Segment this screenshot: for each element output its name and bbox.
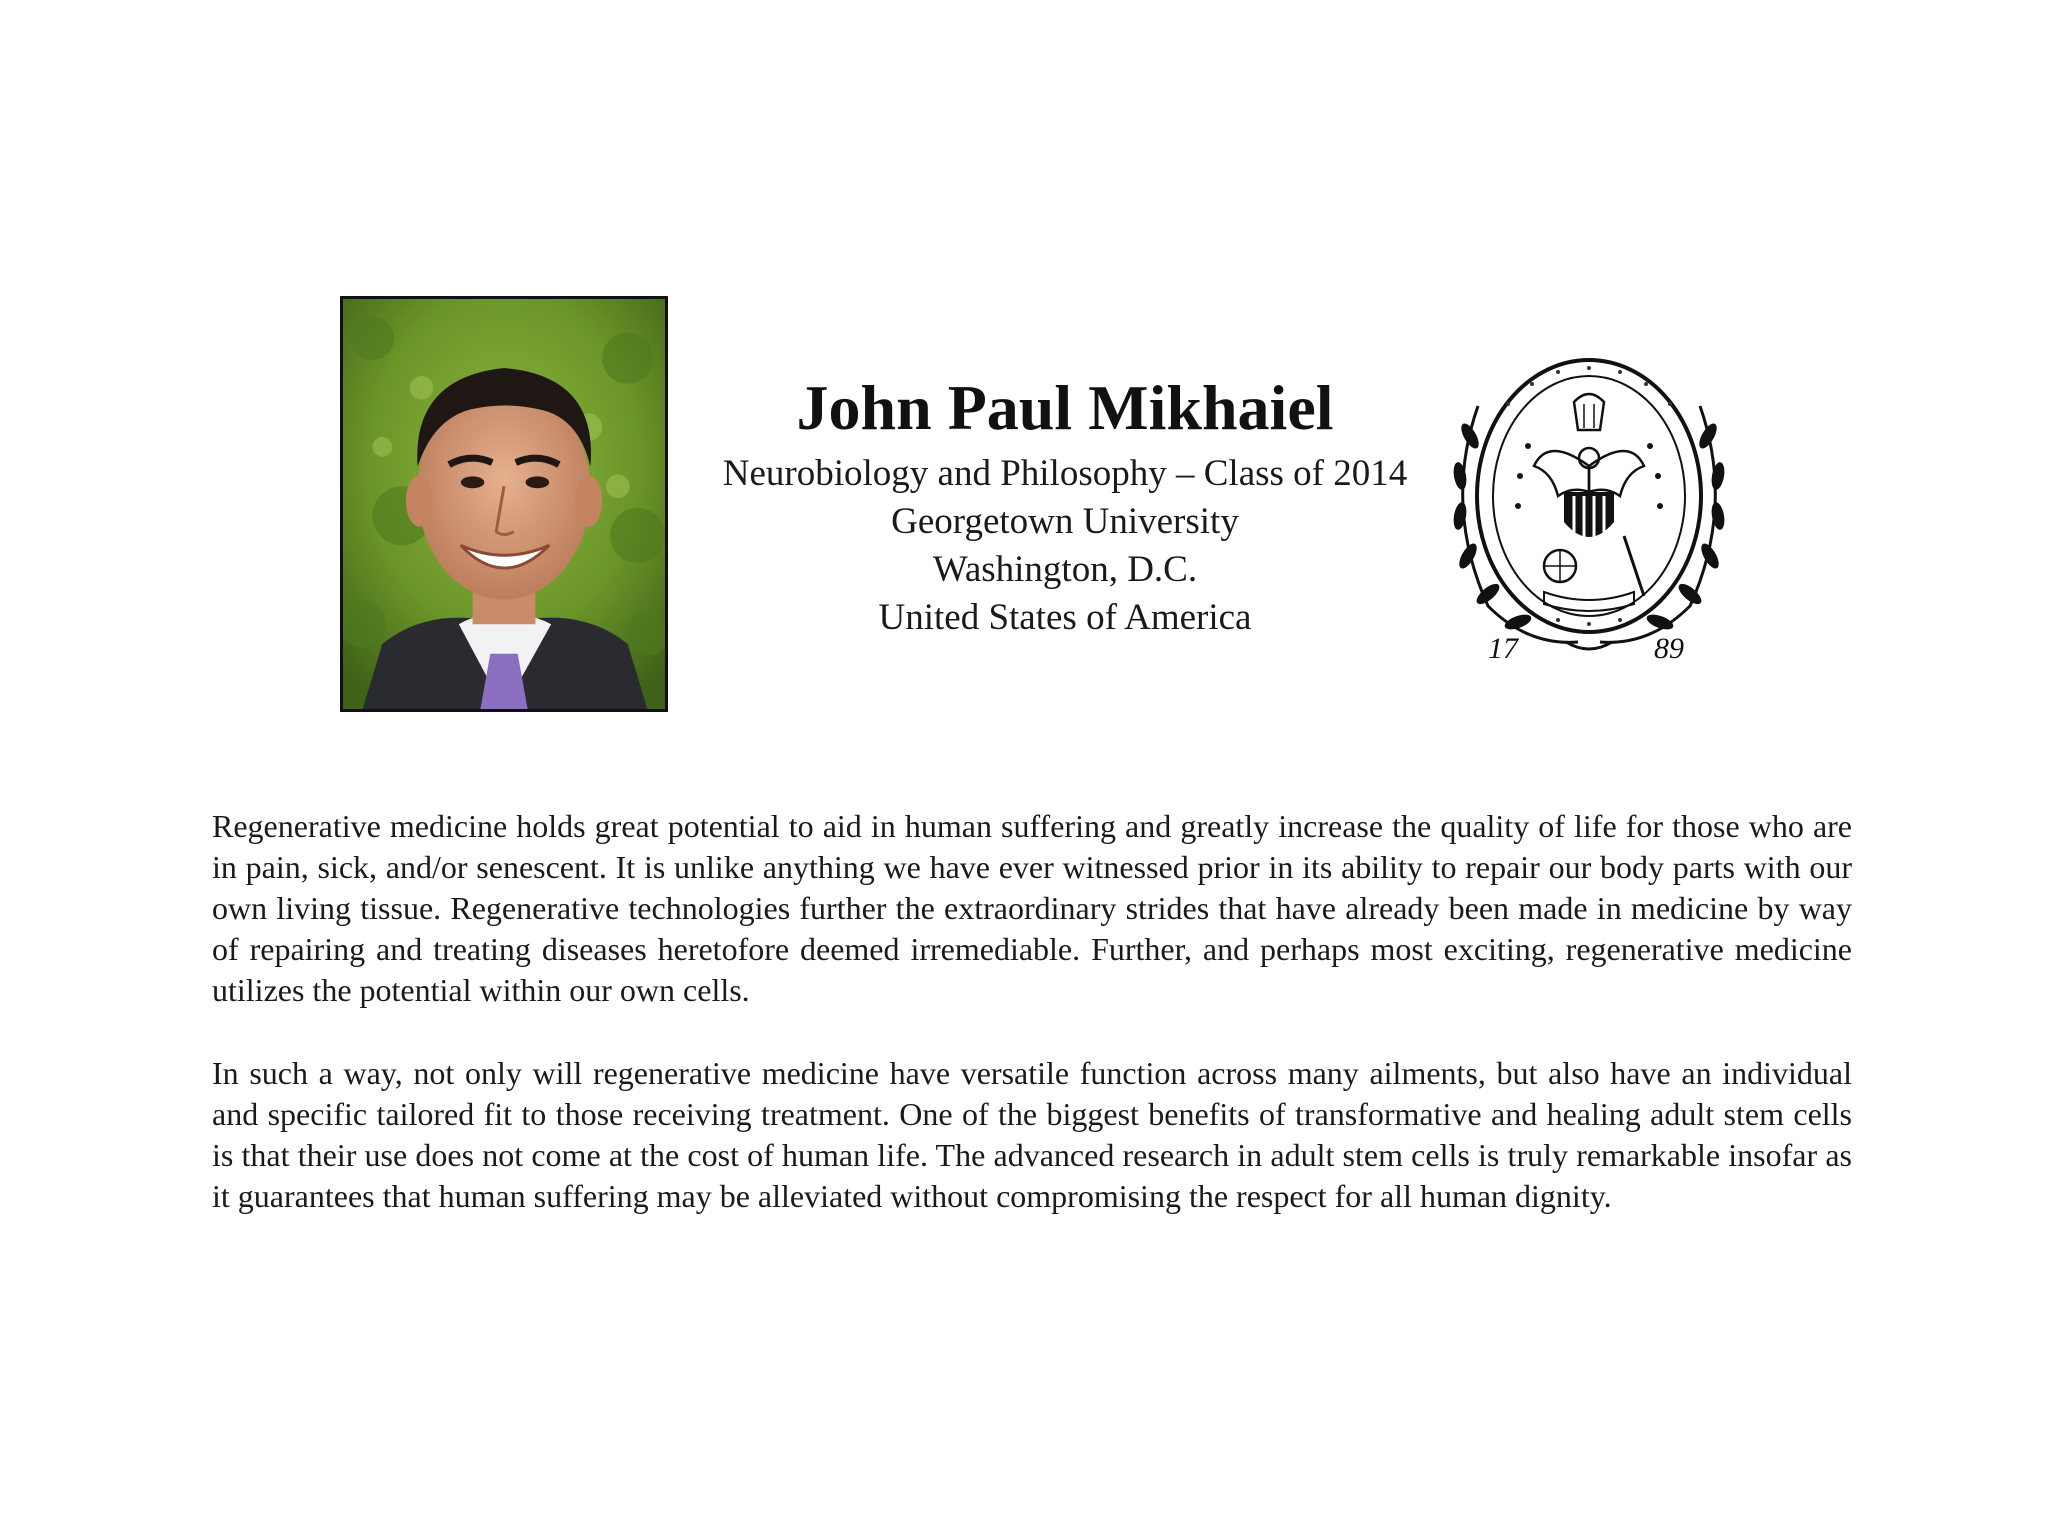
statement-paragraph-2: In such a way, not only will regenerative medicine have versatile function across many ailments, but also have an individual and specific tailored fit to those receiving treatment. One of the biggest benefits of transformative and healing adult stem cells is that their use does not come at the cost of human life. The advanced research in adult stem cells is truly remarkable insofar as it guarantees that human suffering may be alleviated without compromising the respect for all human dignity.: [212, 1055, 1852, 1214]
seal-year-right: 89: [1654, 632, 1684, 665]
portrait-photo: [340, 296, 668, 712]
major-class-line: Neurobiology and Philosophy – Class of 2014: [722, 453, 1408, 494]
university-line: Georgetown University: [891, 501, 1239, 542]
statement-paragraph-1: Regenerative medicine holds great potential to aid in human suffering and greatly increase the quality of life for those who are in pain, sick, and/or senescent. It is unlike anything we have ever witnessed prior in its ability to repair our body parts with our own living tissue. Regenerative technologies further the extraordinary strides that have already been made in medicine by way of repairing and treating diseases heretofore deemed irremediable. Further, and perhaps most exciting, regenerative medicine utilizes the potential within our own cells.: [212, 808, 1852, 1008]
georgetown-seal: [1448, 346, 1730, 668]
profile-header: [680, 370, 1450, 642]
country-line: United States of America: [878, 597, 1252, 638]
seal-year-left: 17: [1488, 632, 1518, 665]
person-name: John Paul Mikhaiel: [796, 372, 1334, 443]
city-line: Washington, D.C.: [932, 549, 1198, 590]
portrait-photo-icon: [343, 299, 665, 709]
georgetown-university-seal-icon: [1448, 346, 1730, 668]
statement-body: [212, 806, 1852, 1259]
